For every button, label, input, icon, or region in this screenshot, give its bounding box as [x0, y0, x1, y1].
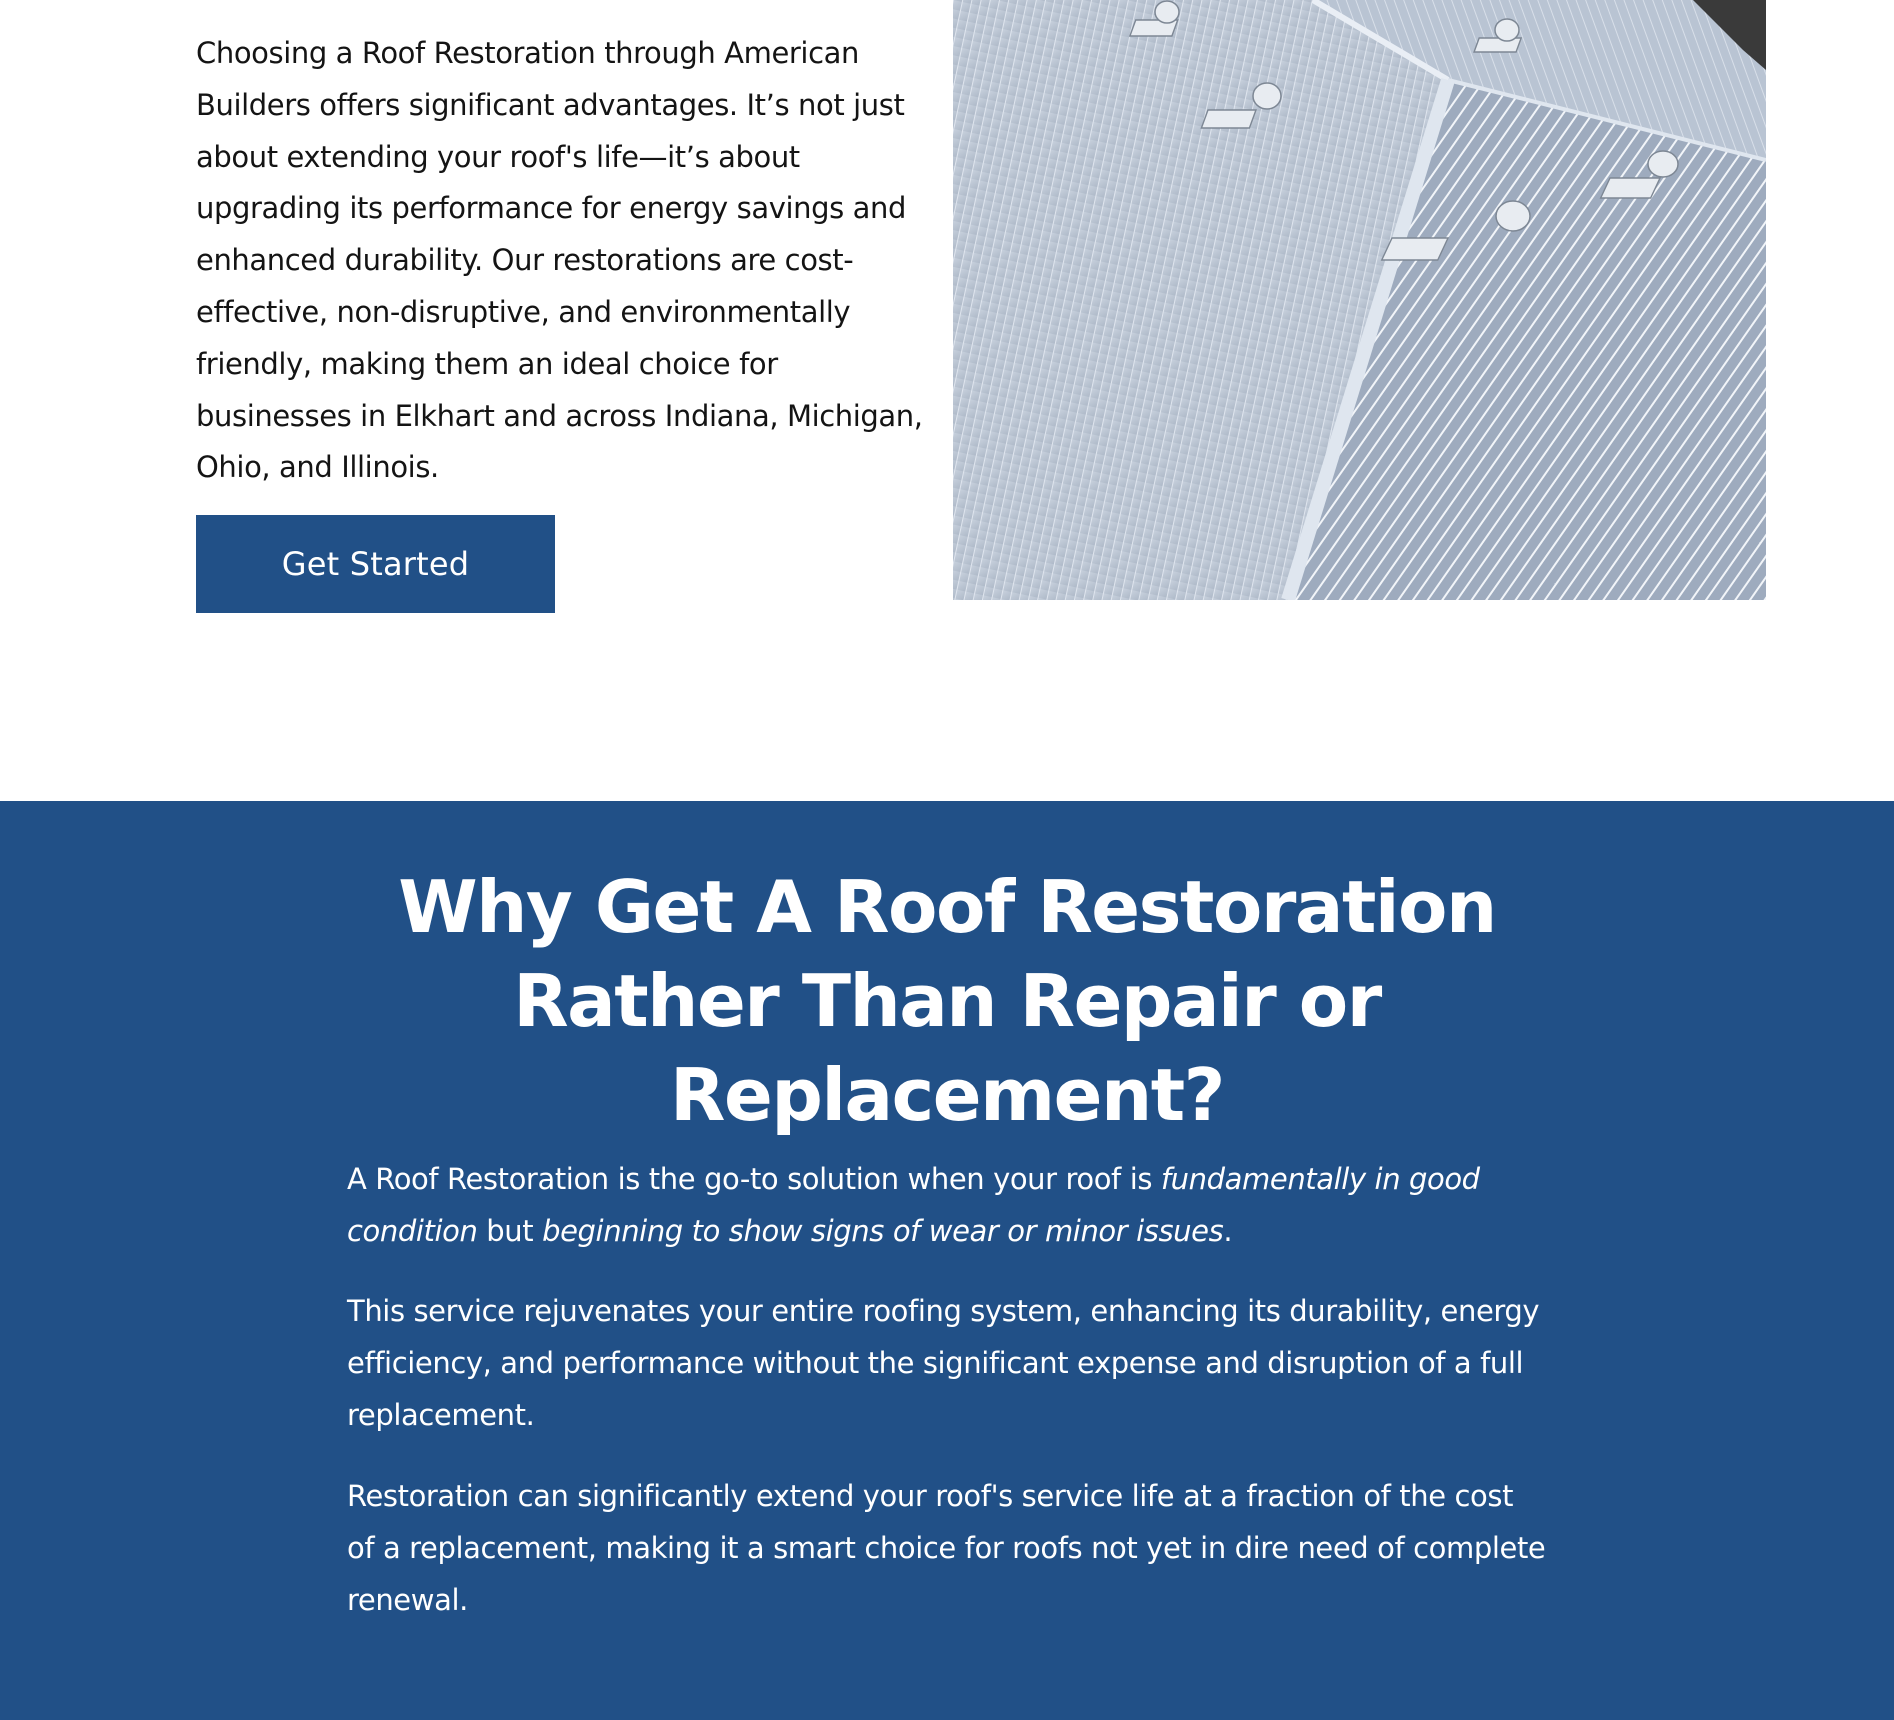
get-started-button[interactable]: Get Started	[196, 515, 555, 613]
p1-text-b: but	[477, 1213, 543, 1248]
metal-roof-photo	[953, 0, 1766, 600]
p1-text-c: .	[1223, 1213, 1233, 1248]
intro-paragraph: Choosing a Roof Restoration through American Builders offers significant advantages. It’s not just about extending your roof's life—it’s about upgrading its performance for energy savings and enhanced durability. Our restorations are cost-effective, non-disruptive, and environmentally friendly, making them an ideal choice for businesses in Elkhart and across Indiana, Michigan, Ohio, and Illinois.	[196, 36, 923, 485]
p1-italic-a: fundamentally in good condition	[347, 1162, 1480, 1248]
restoration-paragraph-2: This service rejuvenates your entire roofing system, enhancing its durability, energy efficiency, and performance without the significant expense and disruption of a full replacement.	[347, 1294, 1540, 1432]
restoration-paragraph-3: Restoration can significantly extend your roof's service life at a fraction of the cost of a replacement, making it a smart choice for roofs not yet in dire need of complete renewal.	[347, 1479, 1546, 1617]
p1-italic-b: beginning to show signs of wear or minor issues	[542, 1213, 1224, 1248]
intro-section	[0, 0, 1894, 801]
p1-text-a: A Roof Restoration is the go-to solution when your roof is	[347, 1162, 1161, 1196]
restoration-paragraph-1	[347, 1154, 1547, 1258]
why-restoration-heading: Why Get A Roof Restoration Rather Than Repair or Replacement?	[398, 865, 1496, 1137]
